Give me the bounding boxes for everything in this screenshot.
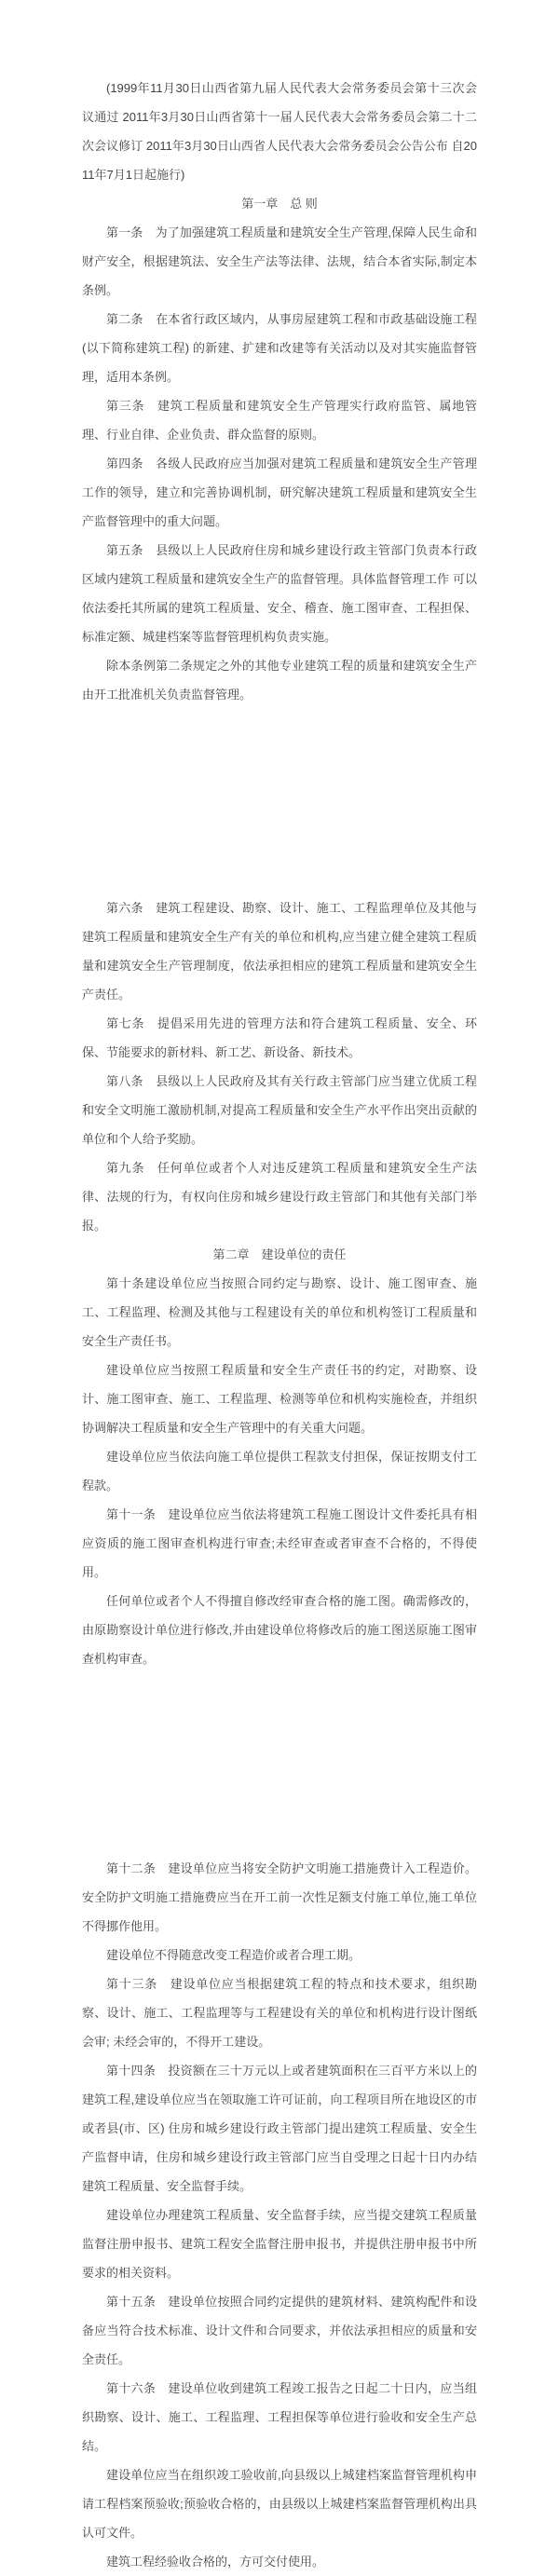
paragraph: 建筑工程经验收合格的，方可交付使用。 [106, 2555, 325, 2569]
paragraph: 建设单位应当按照工程质量和安全生产责任书的约定，对勘察、设计、施工图审查、施工、工程监理、检测等单位和机构实施检查，并组织协调解决工程质量和安全生产管理中的有关重大问题。 [82, 1363, 477, 1435]
paragraph: 第四条 各级人民政府应当加强对建筑工程质量和建筑安全生产管理工作的领导，建立和完善协调机制，研究解决建筑工程质量和建筑安全生产监督管理中的重大问题。 [82, 457, 477, 528]
paragraph: 建设单位办理建筑工程质量、安全监督手续，应当提交建筑工程质量监督注册申报书、建筑工程安全监督注册申报书，并提供注册申报书中所要求的相关资料。 [82, 2208, 477, 2280]
paragraph: 第二条 在本省行政区域内，从事房屋建筑工程和市政基础设施工程 (以下简称建筑工程) 的新建、扩建和改建等有关活动以及对其实施监督管理，适用本条例。 [82, 312, 477, 384]
paragraph: 第一条 为了加强建筑工程质量和建筑安全生产管理,保障人民生命和财产安全，根据建筑法、安全生产法等法律、法规，结合本省实际,制定本条例。 [82, 225, 477, 297]
paragraph: 建设单位应当在组织竣工验收前,向县级以上城建档案监督管理机构申请工程档案预验收;预验收合格的，由县级以上城建档案监督管理机构出具认可文件。 [82, 2468, 477, 2540]
text-block-2 [82, 893, 477, 1673]
paragraph: 第五条 县级以上人民政府住房和城乡建设行政主管部门负责本行政区域内建筑工程质量和建筑安全生产的监督管理。具体监督管理工作 可以依法委托其所属的建筑工程质量、安全、稽查、施工图审查、工程担保、标准定额、城建档案等监督管理机构负责实施。 [82, 543, 477, 644]
chapter-heading: 第二章 建设单位的责任 [212, 1247, 347, 1261]
paragraph: 第七条 提倡采用先进的管理方法和符合建筑工程质量、安全、环保、节能要求的新材料、新工艺、新设备、新技术。 [82, 1016, 477, 1059]
paragraph: 第十二条 建设单位应当将安全防护文明施工措施费计入工程造价。安全防护文明施工措施费应当在开工前一次性足额支付施工单位,施工单位不得挪作他用。 [82, 1861, 477, 1933]
paragraph: 第九条 任何单位或者个人对违反建筑工程质量和建筑安全生产法律、法规的行为，有权向住房和城乡建设行政主管部门和其他有关部门举报。 [82, 1161, 477, 1233]
paragraph: 第十六条 建设单位收到建筑工程竣工报告之日起二十日内，应当组织勘察、设计、施工、工程监理、工程担保等单位进行验收和安全生产总结。 [82, 2381, 477, 2453]
text-block-1 [82, 74, 477, 709]
paragraph: 除本条例第二条规定之外的其他专业建筑工程的质量和建筑安全生产由开工批准机关负责监督管理。 [82, 659, 477, 702]
paragraph: 建设单位不得随意改变工程造价或者合理工期。 [106, 1948, 361, 1962]
paragraph: 建设单位应当依法向施工单位提供工程款支付担保，保证按期支付工程款。 [82, 1450, 477, 1492]
paragraph: 第十条建设单位应当按照合同约定与勘察、设计、施工图审查、施工、工程监理、检测及其他与工程建设有关的单位和机构签订工程质量和安全生产责任书。 [82, 1276, 477, 1348]
paragraph: 第八条 县级以上人民政府及其有关行政主管部门应当建立优质工程和安全文明施工激励机制,对提高工程质量和安全生产水平作出突出贡献的单位和个人给予奖励。 [82, 1074, 477, 1146]
paragraph: 第十五条 建设单位按照合同约定提供的建筑材料、建筑构配件和设备应当符合技术标准、设计文件和合同要求，并依法承担相应的质量和安全责任。 [82, 2295, 477, 2366]
chapter-heading: 第一章 总 则 [241, 197, 318, 211]
paragraph: 第十四条 投资额在三十万元以上或者建筑面积在三百平方米以上的建筑工程,建设单位应当在领取施工许可证前，向工程项目所在地设区的市或者县(市、区) 住房和城乡建设行政主管部门提出建筑工程质量、安全生产监督申请，住房和城乡建设行政主管部门应当自受理之日起十日内办结建筑工程质量、安全监督手续。 [82, 2064, 477, 2193]
paragraph: 第十一条 建设单位应当依法将建筑工程施工图设计文件委托具有相应资质的施工图审查机构进行审查;未经审查或者审查不合格的，不得使用。 [82, 1507, 477, 1579]
paragraph: 第十三条 建设单位应当根据建筑工程的特点和技术要求，组织勘察、设计、施工、工程监理等与工程建设有关的单位和机构进行设计图纸会审; 未经会审的，不得开工建设。 [82, 1977, 477, 2049]
paragraph: 第六条 建筑工程建设、勘察、设计、施工、工程监理单位及其他与建筑工程质量和建筑安全生产有关的单位和机构,应当建立健全建筑工程质量和建筑安全生产管理制度，依法承担相应的建筑工程质量和建筑安全生产责任。 [82, 901, 477, 1002]
paragraph: (1999年11月30日山西省第九届人民代表大会常务委员会第十三次会议通过 2011年3月30日山西省第十一届人民代表大会常务委员会第二十二次会议修订 2011年3月30日山西省人民代表大会常务委员会公告公布 自2011年7月1日起施行) [82, 81, 477, 182]
paragraph: 任何单位或者个人不得擅自修改经审查合格的施工图。确需修改的，由原勘察设计单位进行修改,并由建设单位将修改后的施工图送原施工图审查机构审查。 [82, 1594, 477, 1666]
text-block-3 [82, 1854, 477, 2576]
paragraph: 第三条 建筑工程质量和建筑安全生产管理实行政府监管、属地管理、行业自律、企业负责、群众监督的原则。 [82, 399, 477, 442]
